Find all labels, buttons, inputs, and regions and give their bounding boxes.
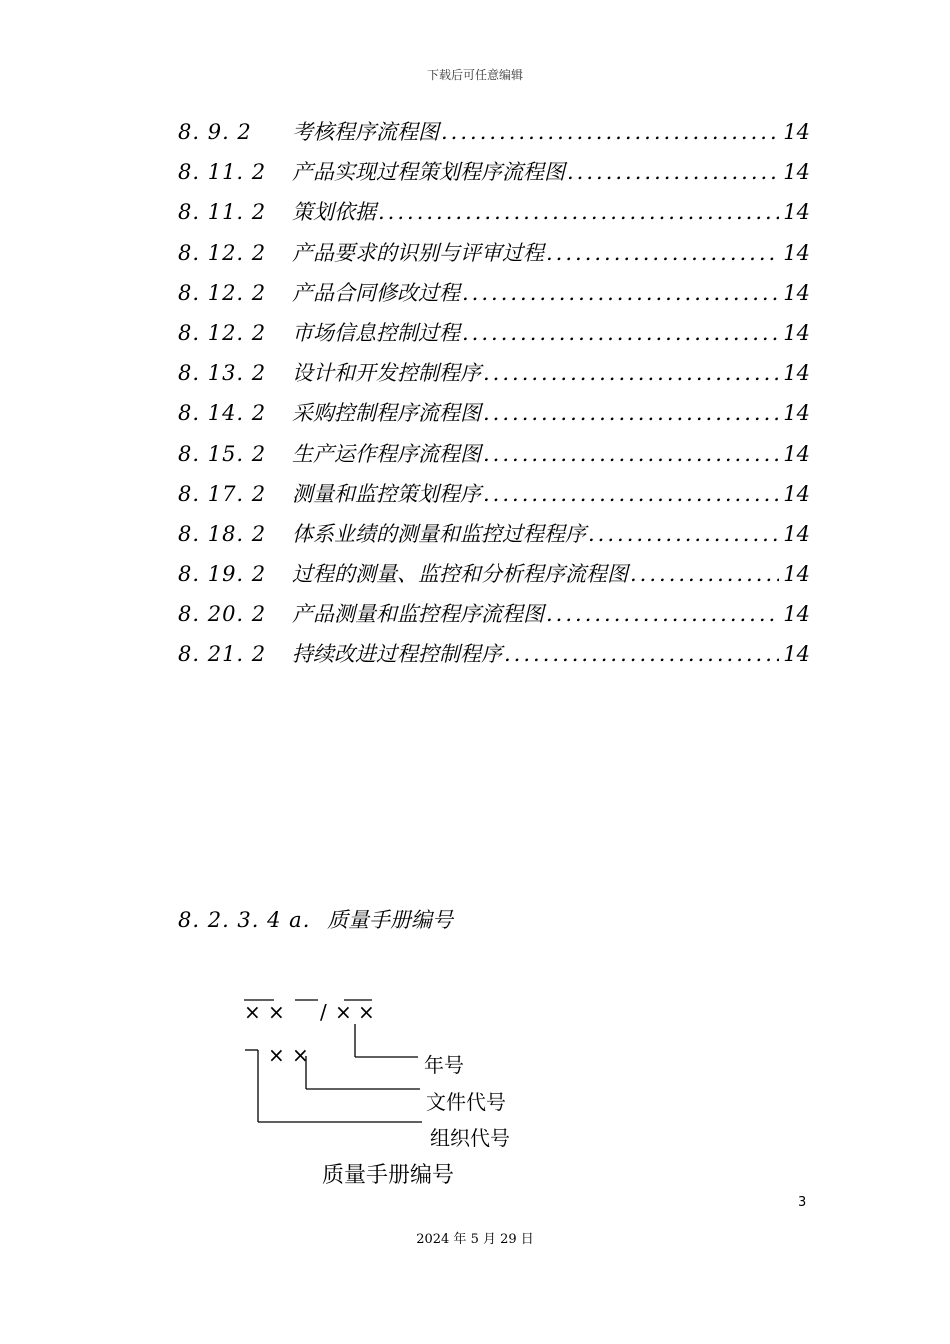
toc-entry[interactable] [178, 598, 810, 638]
toc-entry-page: 14 [783, 160, 810, 185]
toc-entry-page: 14 [783, 481, 810, 506]
toc-entry[interactable] [178, 438, 810, 478]
toc-entry-title: 产品测量和监控程序流程图 [292, 602, 544, 627]
page-header: 下载后可任意编辑 [426, 68, 523, 82]
toc-entry-page: 14 [783, 200, 810, 225]
toc-leader-dots [586, 522, 779, 546]
toc-entry[interactable] [178, 638, 810, 678]
toc-leader-dots [376, 200, 779, 224]
toc-entry-page: 14 [783, 562, 810, 587]
toc-leader-dots [481, 442, 779, 466]
toc-entry-title: 设计和开发控制程序 [292, 361, 481, 386]
toc-entry-number: 8. 17. 2 [178, 481, 267, 506]
toc-entry[interactable] [178, 518, 810, 558]
page-number: 3 [798, 1195, 807, 1210]
toc-entry-title: 策划依据 [292, 200, 376, 225]
code-glyph: / [320, 1000, 327, 1024]
toc-entry[interactable] [178, 196, 810, 236]
toc-entry-number: 8. 12. 2 [178, 280, 267, 305]
footer-date: 2024 年 5 月 29 日 [416, 1232, 534, 1247]
toc-entry-number: 8. 9. 2 [178, 120, 252, 144]
toc-entry-number: 8. 18. 2 [178, 521, 267, 546]
toc-entry-title: 生产运作程序流程图 [292, 441, 481, 466]
toc-leader-dots [628, 562, 779, 586]
toc-entry-number: 8. 15. 2 [178, 441, 267, 466]
toc-leader-dots [481, 482, 779, 506]
toc-leader-dots [481, 361, 779, 385]
toc-entry[interactable] [178, 156, 810, 196]
toc-entry-title: 产品合同修改过程 [292, 280, 460, 305]
toc-entry-page: 14 [783, 521, 810, 546]
toc-entry[interactable] [178, 478, 810, 518]
toc-entry[interactable] [178, 397, 810, 437]
toc-entry-number: 8. 11. 2 [178, 160, 267, 185]
toc-entry-title: 测量和监控策划程序 [292, 481, 481, 506]
section-number: 8. 2. 3. 4 a. [178, 908, 311, 932]
toc-entry[interactable] [178, 558, 810, 598]
toc-entry-title: 持续改进过程控制程序 [292, 642, 502, 667]
toc-entry-number: 8. 20. 2 [178, 602, 267, 627]
toc-entry[interactable] [178, 357, 810, 397]
toc-leader-dots [460, 321, 779, 345]
toc-entry-page: 14 [783, 441, 810, 466]
toc-entry-page: 14 [783, 401, 810, 426]
section-title: 质量手册编号 [327, 908, 454, 932]
section-heading [178, 904, 453, 934]
toc-entry-title: 体系业绩的测量和监控过程程序 [292, 521, 586, 546]
toc-entry-title: 市场信息控制过程 [292, 320, 460, 345]
toc-entry-number: 8. 21. 2 [178, 642, 267, 667]
code-glyph: × [292, 1043, 309, 1067]
toc-entry-title: 产品要求的识别与评审过程 [292, 240, 544, 265]
toc-leader-dots [565, 160, 779, 184]
toc-entry[interactable] [178, 277, 810, 317]
toc-entry-page: 14 [783, 120, 810, 144]
figure-caption: 质量手册编号 [322, 1163, 455, 1188]
code-glyph: × [268, 1000, 285, 1024]
toc-entry-number: 8. 13. 2 [178, 361, 267, 386]
toc-leader-dots [502, 642, 779, 666]
toc-entry-page: 14 [783, 361, 810, 386]
numbering-diagram [240, 992, 540, 1162]
toc-entry[interactable] [178, 237, 810, 277]
code-glyph: × [335, 1000, 352, 1024]
table-of-contents [178, 116, 810, 679]
toc-entry[interactable] [178, 317, 810, 357]
toc-entry-number: 8. 14. 2 [178, 401, 267, 426]
year-label: 年号 [424, 1053, 464, 1077]
toc-leader-dots [460, 281, 779, 305]
toc-entry-page: 14 [783, 280, 810, 305]
toc-entry-number: 8. 12. 2 [178, 320, 267, 345]
toc-entry-title: 过程的测量、监控和分析程序流程图 [292, 562, 628, 587]
toc-leader-dots [439, 120, 779, 144]
toc-entry-page: 14 [783, 240, 810, 265]
toc-entry-number: 8. 19. 2 [178, 562, 267, 587]
document-code-label: 文件代号 [426, 1090, 506, 1114]
code-glyph: × [268, 1043, 285, 1067]
toc-entry-page: 14 [783, 642, 810, 667]
toc-entry[interactable] [178, 116, 810, 156]
toc-entry-number: 8. 12. 2 [178, 240, 267, 265]
toc-leader-dots [544, 602, 779, 626]
toc-entry-title: 产品实现过程策划程序流程图 [292, 160, 565, 185]
organization-code-label: 组织代号 [430, 1126, 510, 1150]
code-glyph: × [244, 1000, 261, 1024]
toc-entry-number: 8. 11. 2 [178, 200, 267, 225]
toc-entry-page: 14 [783, 602, 810, 627]
toc-leader-dots [544, 241, 779, 265]
toc-entry-title: 考核程序流程图 [292, 120, 439, 144]
code-glyph: × [358, 1000, 375, 1024]
toc-entry-title: 采购控制程序流程图 [292, 401, 481, 426]
toc-leader-dots [481, 401, 779, 425]
toc-entry-page: 14 [783, 320, 810, 345]
